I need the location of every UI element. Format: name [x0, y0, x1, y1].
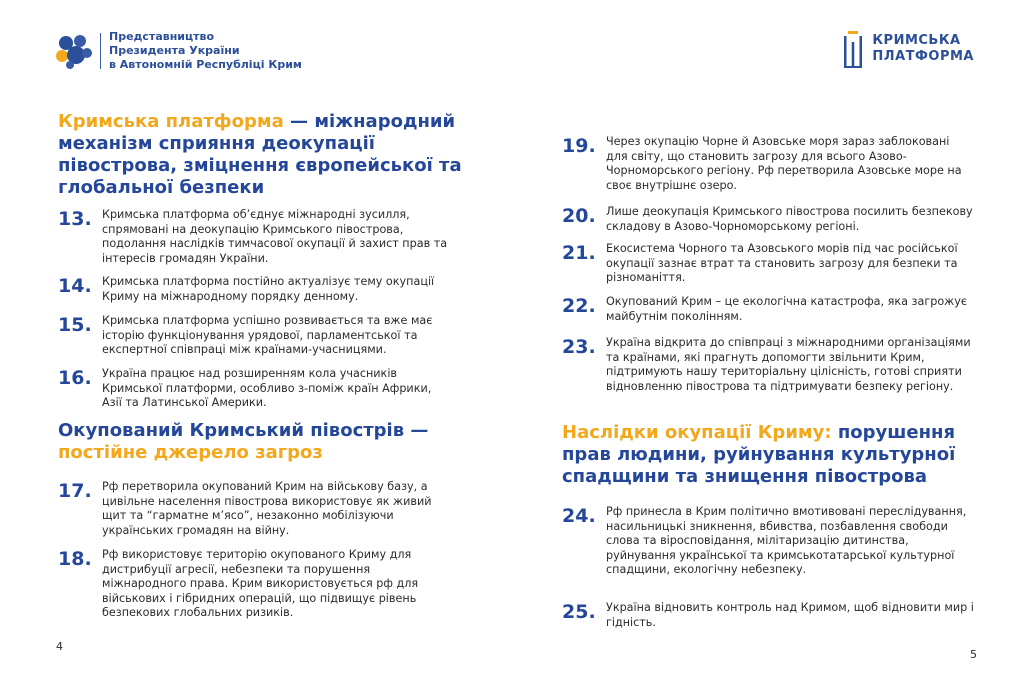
logo-line-2: Президента України: [109, 44, 240, 57]
heading-accent: Кримська платформа: [58, 111, 284, 132]
list-item: [58, 275, 448, 304]
heading-line-2: постійне джерело загроз: [58, 442, 323, 463]
item-number: 24.: [562, 505, 596, 527]
item-text: Екосистема Чорного та Азовського морів під час російської окупації зазнає втрат та становить загрозу для безпеки та різноманіття.: [606, 242, 958, 285]
item-text: Рф використовує територію окупованого Криму для дистрибуції агресії, небезпеки та порушення міжнародного права. Крим використовується рф для військових і гібридних операцій, що підвищує рівень безпекових глобальних ризиків.: [102, 548, 419, 620]
item-text: Лише деокупація Кримського півострова посилить безпекову складову в Азово-Чорноморському регіоні.: [606, 205, 973, 233]
item-number: 17.: [58, 480, 92, 502]
section-heading-crimea-platform: [58, 111, 478, 199]
item-number: 13.: [58, 208, 92, 230]
logo-divider: [100, 33, 101, 69]
item-text: Окупований Крим – це екологічна катастрофа, яка загрожує майбутнім поколінням.: [606, 295, 968, 323]
item-number: 23.: [562, 336, 596, 358]
item-number: 25.: [562, 601, 596, 623]
item-number: 21.: [562, 242, 596, 264]
item-text: Кримська платформа постійно актуалізує тему окупації Криму на міжнародному порядку денному.: [102, 275, 435, 303]
emblem-icon: [54, 31, 94, 71]
list-item: [58, 367, 448, 411]
item-number: 20.: [562, 205, 596, 227]
list-item: [58, 208, 448, 266]
item-number: 14.: [58, 275, 92, 297]
list-item: [58, 480, 448, 538]
logo-line-1: Представництво: [109, 30, 215, 43]
item-text: Через окупацію Чорне й Азовське моря зараз заблоковані для світу, що становить загрозу для всього Азово-Чорноморського регіону. Рф перетворила Азовське море на своє внутрішнє озеро.: [606, 135, 962, 192]
item-text: Рф перетворила окупований Крим на військову базу, а цивільне населення півострова використовує як живий щит та “гарматне м’ясо”, незаконно мобілізуючи українських громадян на війну.: [102, 480, 432, 537]
item-number: 15.: [58, 314, 92, 336]
list-item: [58, 548, 448, 621]
platform-logo-text: [872, 33, 974, 65]
heading-rest: — міжнародний механізм сприяння деокупації півострова, зміцнення європейської та глобальної безпеки: [58, 111, 462, 198]
page-number-right: 5: [970, 648, 977, 661]
page-number-left: 4: [56, 640, 63, 653]
list-item: [562, 205, 974, 234]
item-text: Кримська платформа об’єднує міжнародні зусилля, спрямовані на деокупацію Кримського півострова, подолання наслідків тимчасової окупації й захист прав та інтересів громадян України.: [102, 208, 448, 265]
list-item: [562, 135, 974, 193]
president-representation-logo: [54, 30, 302, 72]
list-item: [562, 336, 974, 394]
item-text: Кримська платформа успішно розвивається та вже має історію функціонування урядової, парламентської та експертної співпраці між країнами-учасницями.: [102, 314, 433, 357]
item-number: 22.: [562, 295, 596, 317]
list-item: [562, 242, 974, 286]
item-text: Україна відновить контроль над Кримом, щоб відновити мир і гідність.: [606, 601, 974, 629]
item-text: Рф принесла в Крим політично вмотивовані переслідування, насильницькі зникнення, вбивства, позбавлення свободи слова та віросповідання, мілітаризацію дитинства, руйнування української та кримськотатарської культурної спадщини, екологічну небезпеку.: [606, 505, 967, 577]
heading-accent: Наслідки окупації Криму:: [562, 422, 832, 443]
platform-logo-line-2: ПЛАТФОРМА: [872, 49, 974, 64]
list-item: [562, 505, 974, 578]
heading-rest: порушення прав людини, руйнування культурної спадщини та знищення півострова: [562, 422, 956, 487]
item-number: 19.: [562, 135, 596, 157]
list-item: [58, 314, 448, 358]
right-page: [512, 0, 1024, 683]
item-text: Україна відкрита до співпраці з міжнародними організаціями та країнами, які прагнуть допомогти звільнити Крим, підтримують нашу територіальну цілісність, готові сприяти відновленню півострова та підтримувати безпеку регіону.: [606, 336, 971, 393]
section-heading-consequences: [562, 422, 982, 488]
item-number: 16.: [58, 367, 92, 389]
section-heading-occupied-crimea: [58, 420, 478, 464]
logo-text: [109, 30, 302, 72]
platform-mark-icon: [842, 28, 864, 70]
list-item: [562, 601, 974, 630]
platform-logo-line-1: КРИМСЬКА: [872, 33, 961, 48]
item-number: 18.: [58, 548, 92, 570]
crimea-platform-logo: [842, 28, 974, 70]
item-text: Україна працює над розширенням кола учасників Кримської платформи, особливо з-поміж країн Африки, Азії та Латинської Америки.: [102, 367, 432, 410]
heading-line-1: Окупований Кримський півострів —: [58, 420, 429, 441]
logo-line-3: в Автономній Республіці Крим: [109, 58, 302, 71]
list-item: [562, 295, 974, 324]
